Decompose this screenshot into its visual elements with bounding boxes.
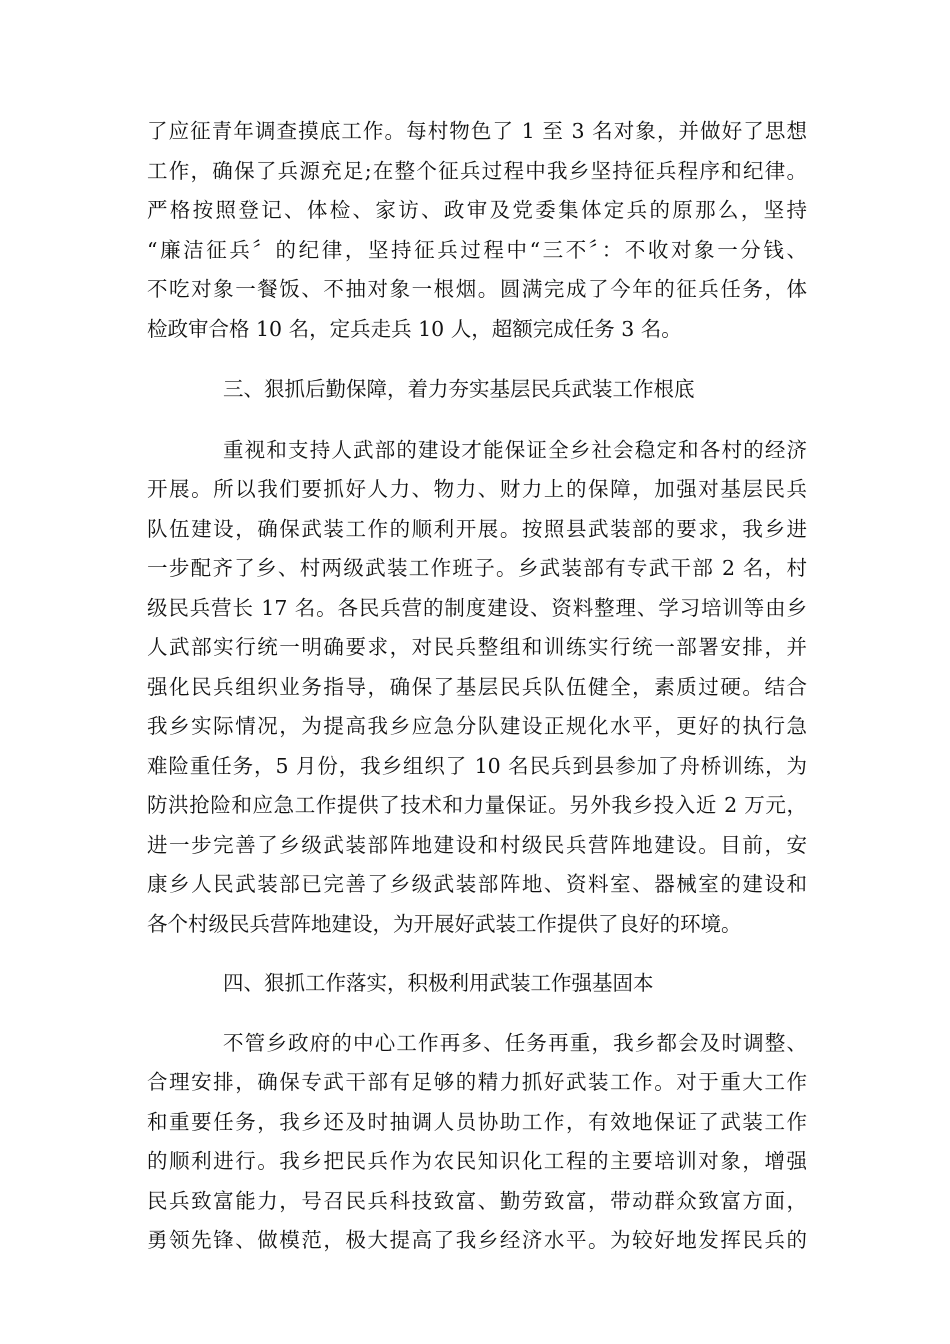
document-body [147, 112, 807, 1261]
paragraph-line: 队伍建设，确保武装工作的顺利开展。按照县武装部的要求，我乡进 [147, 516, 807, 541]
paragraph-line: “廉洁征兵〞的纪律，坚持征兵过程中“三不〞：不收对象一分钱、 [147, 237, 807, 262]
paragraph-line: 难险重任务，5 月份，我乡组织了 10 名民兵到县参加了舟桥训练，为 [147, 753, 807, 778]
paragraph-line: 康乡人民武装部已完善了乡级武装部阵地、资料室、器械室的建设和 [147, 872, 807, 896]
paragraph-line: 勇领先锋、做模范，极大提高了我乡经济水平。为较好地发挥民兵的 [147, 1228, 807, 1252]
paragraph-line: 严格按照登记、体检、家访、政审及党委集体定兵的原那么，坚持 [147, 198, 807, 222]
paragraph-line: 强化民兵组织业务指导，确保了基层民兵队伍健全，素质过硬。结合 [147, 674, 807, 699]
paragraph-line: 工作，确保了兵源充足;在整个征兵过程中我乡坚持征兵程序和纪律。 [147, 158, 807, 183]
paragraph-line: 不吃对象一餐饭、不抽对象一根烟。圆满完成了今年的征兵任务，体 [147, 277, 807, 301]
paragraph-line: 了应征青年调查摸底工作。每村物色了 1 至 3 名对象，并做好了思想 [147, 119, 807, 143]
paragraph-line: 检政审合格 10 名，定兵走兵 10 人，超额完成任务 3 名。 [147, 316, 682, 341]
paragraph-line: 各个村级民兵营阵地建设，为开展好武装工作提供了良好的环境。 [147, 911, 742, 936]
paragraph-line: 我乡实际情况，为提高我乡应急分队建设正规化水平，更好的执行急 [147, 714, 807, 738]
section-heading-4: 四、狠抓工作落实，积极利用武装工作强基固本 [223, 971, 654, 995]
section-heading-3: 三、狠抓后勤保障，着力夯实基层民兵武装工作根底 [223, 377, 695, 401]
paragraph-conscription-summary [147, 112, 807, 349]
paragraph-line: 合理安排，确保专武干部有足够的精力抓好武装工作。对于重大工作 [147, 1070, 807, 1094]
paragraph-line: 民兵致富能力，号召民兵科技致富、勤劳致富，带动群众致富方面， [147, 1188, 807, 1213]
paragraph-line: 一步配齐了乡、村两级武装工作班子。乡武装部有专武干部 2 名，村 [147, 556, 807, 580]
paragraph-line: 进一步完善了乡级武装部阵地建设和村级民兵营阵地建设。目前，安 [147, 832, 807, 857]
paragraph-work-implementation [147, 1024, 807, 1261]
paragraph-line: 重视和支持人武部的建设才能保证全乡社会稳定和各村的经济 [223, 437, 807, 462]
paragraph-line: 的顺利进行。我乡把民兵作为农民知识化工程的主要培训对象，增强 [147, 1149, 807, 1173]
paragraph-line: 和重要任务，我乡还及时抽调人员协助工作，有效地保证了武装工作 [147, 1109, 807, 1134]
paragraph-line: 开展。所以我们要抓好人力、物力、财力上的保障，加强对基层民兵 [147, 477, 807, 501]
paragraph-line: 人武部实行统一明确要求，对民兵整组和训练实行统一部署安排，并 [147, 635, 807, 659]
paragraph-logistics [147, 431, 807, 945]
paragraph-line: 防洪抢险和应急工作提供了技术和力量保证。另外我乡投入近 2 万元， [147, 793, 807, 817]
paragraph-line: 级民兵营长 17 名。各民兵营的制度建设、资料整理、学习培训等由乡 [147, 595, 807, 620]
paragraph-line: 不管乡政府的中心工作再多、任务再重，我乡都会及时调整、 [223, 1030, 807, 1055]
